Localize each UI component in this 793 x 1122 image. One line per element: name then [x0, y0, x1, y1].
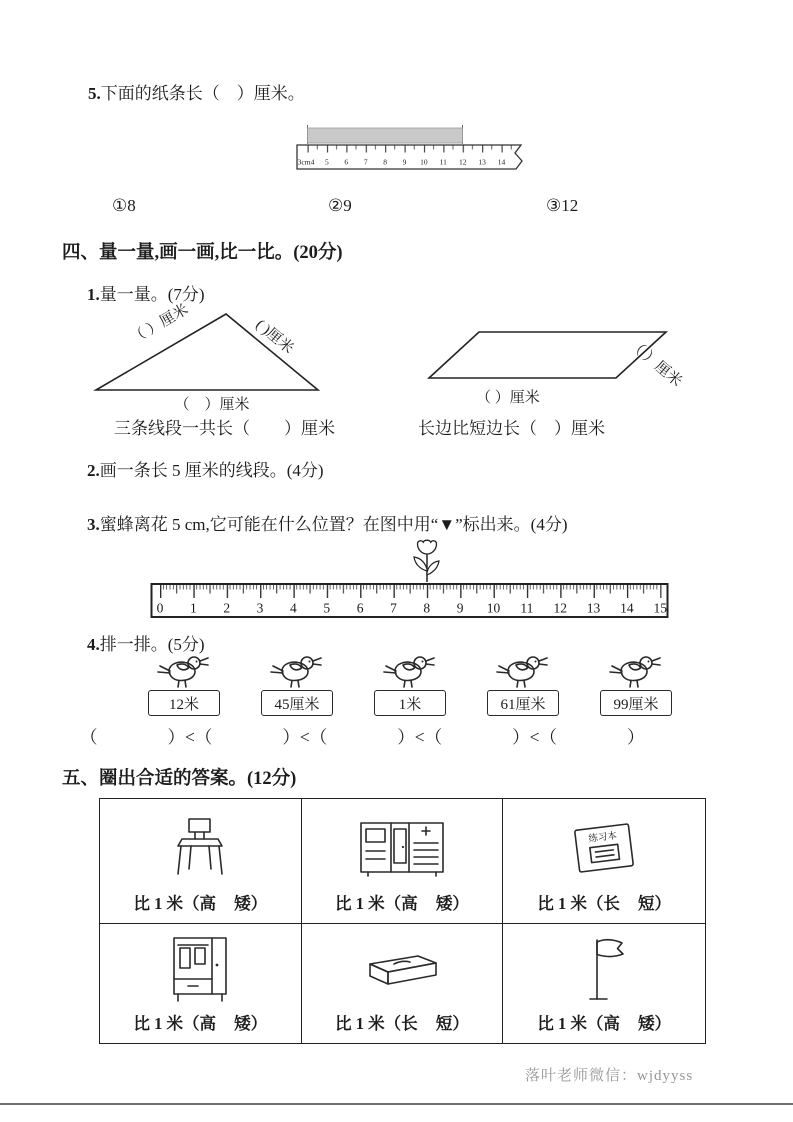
compare-prefix: 比 1 米（ [133, 894, 200, 913]
teacher-watermark: 落叶老师微信：wjdyyss [525, 1068, 694, 1084]
question-5-text: 下面的纸条长（ ）厘米。 [100, 84, 305, 103]
compare-suffix: ） [452, 894, 469, 913]
q4-3-label [87, 510, 568, 535]
q4-3-text: 蜜蜂离花 5 cm,它可能在什么位置？在图中用“▼”标出来。(4分) [99, 515, 568, 534]
length-banner [261, 690, 333, 716]
q4-2-number: 2. [87, 461, 100, 480]
compare-suffix: ） [654, 894, 671, 913]
ruler-mark: 9 [402, 157, 407, 167]
q4-2-text: 画一条长 5 厘米的线段。(4分) [99, 461, 324, 480]
ruler-mark: 14 [497, 157, 506, 167]
option-b[interactable]: 短 [435, 1014, 453, 1033]
ruler-mark: 10 [420, 157, 428, 167]
ruler-number: 13 [586, 600, 601, 616]
compare-text [537, 890, 671, 914]
q4-4-number: 4. [87, 635, 100, 654]
ruler-mark: 8 [383, 157, 387, 167]
paper-strip [308, 128, 463, 143]
length-banner-text: 99厘米 [613, 696, 659, 713]
q4-4-text: 排一排。(5分) [99, 635, 205, 654]
page-bottom-edge [0, 1103, 793, 1105]
ruler-mark: 13 [478, 157, 486, 167]
option-a[interactable]: 长 [401, 1014, 418, 1033]
ruler-number: 11 [520, 600, 534, 616]
ruler-mark: 12 [458, 157, 467, 167]
flag-icon [580, 936, 628, 1004]
length-banner-text: 45厘米 [274, 696, 320, 713]
option-b[interactable]: 矮 [435, 894, 453, 913]
length-banner [374, 690, 446, 716]
table-cell-flag [503, 924, 705, 1043]
table-cell-chair [100, 799, 302, 924]
circle-answer-table [99, 798, 706, 1044]
option-b[interactable]: 矮 [234, 894, 251, 913]
q5-option-1: ①8 [112, 196, 136, 215]
notebook-title-text: 练习本 [588, 830, 618, 845]
ruler-mark: 7 [363, 157, 368, 167]
length-banner [600, 690, 672, 716]
bird-banner-item [487, 652, 559, 716]
q4-1-answer-left: 三条线段一共长（ ）厘米 [114, 419, 335, 438]
bird-icon [496, 652, 550, 688]
ruler-number: 7 [390, 600, 397, 616]
q5-option-3: ③12 [546, 196, 579, 215]
ruler-mark: 6 [344, 157, 349, 167]
bird-icon [609, 652, 663, 688]
parallelogram-bottom-label: （ ）厘米 [476, 390, 540, 406]
pencil-box-icon [358, 949, 446, 991]
q4-3-number: 3. [87, 515, 100, 534]
triangle-right-side-label: ( )厘米 [252, 316, 297, 358]
compare-prefix: 比 1 米（ [537, 1014, 604, 1033]
section-4-title: 四、量一量,画一画,比一比。(20分) [62, 243, 343, 263]
parallelogram-figure [424, 318, 685, 412]
ruler-mark: 5 [325, 157, 329, 167]
bird-banner-item [261, 652, 333, 716]
compare-prefix: 比 1 米（ [335, 894, 402, 913]
option-a[interactable]: 高 [199, 894, 216, 913]
tulip-flower-icon [414, 540, 439, 582]
wardrobe-icon [169, 935, 231, 1005]
option-a[interactable]: 高 [603, 1014, 620, 1033]
compare-text [335, 890, 469, 914]
compare-text [134, 1010, 268, 1034]
ruler-number: 3 [256, 600, 264, 616]
ruler-number: 4 [290, 600, 297, 616]
compare-suffix: ） [654, 1014, 671, 1033]
compare-suffix: ） [250, 894, 268, 913]
option-b[interactable]: 短 [637, 894, 655, 913]
length-banner [148, 690, 220, 716]
question-5-label [88, 79, 305, 104]
bird-banner-item [148, 652, 220, 716]
comparison-blanks: （ ）<（ ）<（ ）<（ ）<（ ） [80, 727, 645, 747]
ruler-number: 0 [156, 600, 164, 616]
ruler-number: 15 [653, 600, 667, 616]
triangle-bottom-side-label: （ ）厘米 [174, 397, 250, 413]
ruler-number: 5 [323, 600, 331, 616]
ruler-number: 12 [553, 600, 567, 616]
bird-icon [383, 652, 437, 688]
compare-text [134, 890, 268, 914]
ruler-number: 2 [223, 600, 231, 616]
ruler-mark: 3cm4 [297, 157, 315, 167]
option-b[interactable]: 矮 [637, 1014, 655, 1033]
ruler-number: 1 [189, 600, 197, 616]
birds-row [148, 652, 672, 716]
q4-2-label [87, 456, 324, 481]
table-cell-wardrobe [100, 924, 302, 1043]
length-banner-text: 61厘米 [500, 696, 546, 713]
triangle-figure [90, 302, 328, 414]
q4-1-text: 量一量。(7分) [99, 285, 205, 304]
ruler-number: 14 [620, 600, 634, 616]
bird-banner-item [374, 652, 446, 716]
flower-ruler-figure [150, 538, 670, 620]
ruler-number: 8 [423, 600, 431, 616]
compare-text [537, 1010, 671, 1034]
bird-icon [270, 652, 324, 688]
question-5-number: 5. [88, 84, 101, 103]
length-banner-text: 12米 [168, 696, 199, 713]
ruler-number: 9 [456, 600, 464, 616]
table-cell-cabinet [302, 799, 504, 924]
paper-strip-ruler-figure [295, 123, 533, 179]
option-a[interactable]: 长 [603, 894, 620, 913]
bird-banner-item [600, 652, 672, 716]
option-b[interactable]: 矮 [234, 1014, 251, 1033]
compare-prefix: 比 1 米（ [537, 894, 604, 913]
compare-suffix: ） [452, 1014, 469, 1033]
length-banner [487, 690, 559, 716]
section-5-title: 五、圈出合适的答案。(12分) [62, 769, 297, 789]
chair-icon [174, 817, 226, 879]
option-a[interactable]: 高 [199, 1014, 216, 1033]
compare-prefix: 比 1 米（ [335, 1014, 402, 1033]
ruler-number: 10 [486, 600, 501, 616]
q4-1-answer-right: 长边比短边长（ ）厘米 [418, 419, 605, 438]
triangle-left-side-label: （ ）厘米 [128, 301, 192, 348]
parallelogram-side-label: （ ）厘米 [625, 336, 685, 391]
q5-option-2: ②9 [328, 196, 352, 215]
option-a[interactable]: 高 [401, 894, 418, 913]
table-cell-pencil-box [302, 924, 504, 1043]
ruler-mark: 11 [439, 157, 447, 167]
notebook-icon [568, 820, 640, 876]
compare-suffix: ） [250, 1014, 268, 1033]
q4-1-number: 1. [87, 285, 100, 304]
length-banner-text: 1米 [398, 696, 422, 713]
bird-icon [157, 652, 211, 688]
cabinet-icon [358, 819, 446, 877]
compare-text [335, 1010, 469, 1034]
ruler-number: 6 [356, 600, 364, 616]
table-cell-notebook [503, 799, 705, 924]
compare-prefix: 比 1 米（ [133, 1014, 200, 1033]
